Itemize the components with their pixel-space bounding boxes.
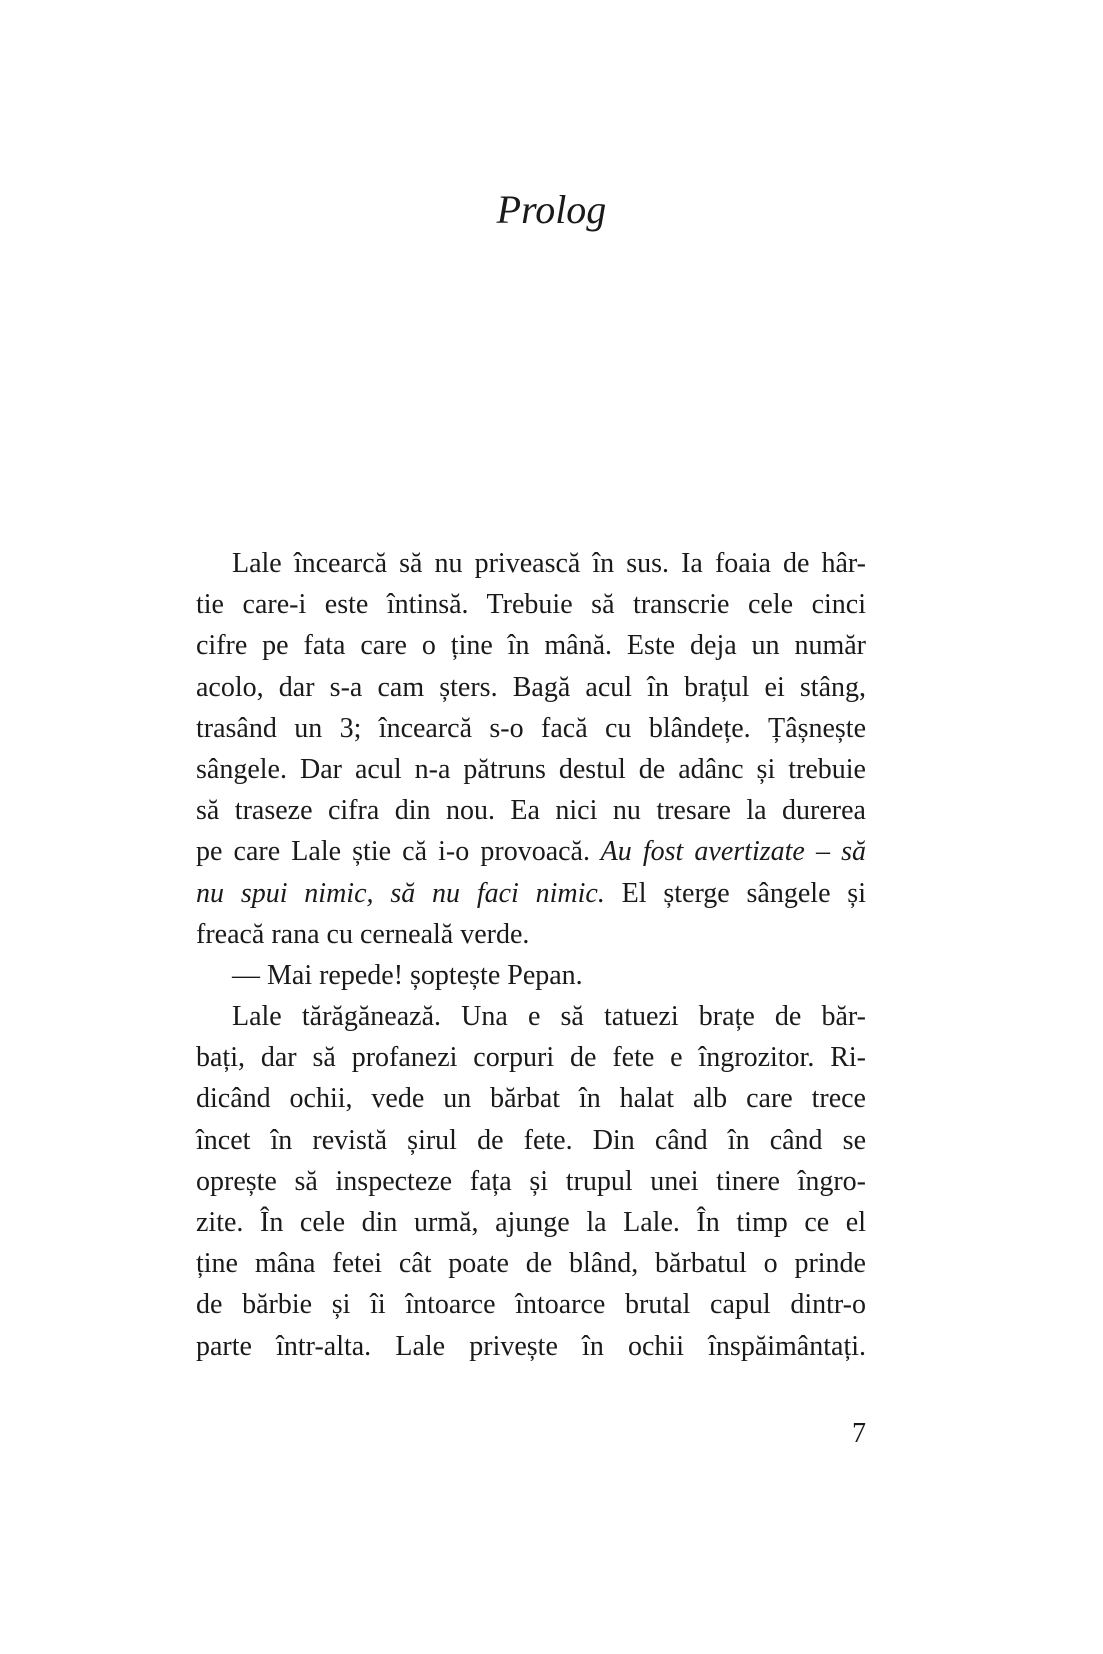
text-line xyxy=(196,1202,866,1243)
line-text: zite. În cele din urmă, ajunge la Lale. În timp ce el xyxy=(196,1207,866,1238)
text-line xyxy=(196,831,866,872)
line-text: freacă rana cu cerneală verde. xyxy=(196,918,530,950)
text-line xyxy=(196,1120,866,1161)
line-text: Lale încearcă să nu privească în sus. Ia foaia de hâr- xyxy=(232,548,866,579)
text-line xyxy=(196,1243,866,1284)
line-text: pe care Lale știe că i-o provoacă. xyxy=(196,836,590,868)
line-text: să traseze cifra din nou. Ea nici nu tresare la durerea xyxy=(196,795,866,827)
text-line xyxy=(196,584,866,625)
text-line xyxy=(196,543,866,584)
line-text: trasând un 3; încearcă s-o facă cu blândețe. Țâșnește xyxy=(196,712,866,744)
text-line xyxy=(196,790,866,831)
text-line xyxy=(196,1037,866,1078)
line-text: dicând ochii, vede un bărbat în halat alb care trece xyxy=(196,1083,866,1115)
text-line xyxy=(196,749,866,790)
chapter-title: Prolog xyxy=(496,187,607,232)
text-line xyxy=(196,708,866,749)
body-text xyxy=(196,543,866,1367)
italic-phrase: nu spui nimic, să nu faci nimic. xyxy=(196,877,605,909)
text-line xyxy=(196,1078,866,1119)
text-line xyxy=(196,625,866,666)
line-text: Lale tărăgănează. Una e să tatuezi brațe de băr- xyxy=(232,1001,866,1033)
line-text: încet în revistă șirul de fete. Din când în când se xyxy=(196,1124,866,1156)
line-text: acolo, dar s-a cam șters. Bagă acul în brațul ei stâng, xyxy=(196,671,866,703)
line-text: ține mâna fetei cât poate de blând, bărbatul o prinde xyxy=(196,1248,866,1280)
text-line xyxy=(196,914,866,955)
text-line xyxy=(196,996,866,1037)
italic-phrase: Au fost avertizate – să xyxy=(589,836,866,868)
line-text: de bărbie și îi întoarce întoarce brutal capul dintr-o xyxy=(196,1289,866,1321)
line-text: parte într-alta. Lale privește în ochii înspăimântați. xyxy=(196,1330,866,1362)
text-line xyxy=(196,1161,866,1202)
line-text: bați, dar să profanezi corpuri de fete e îngrozitor. Ri- xyxy=(196,1042,866,1074)
page-number: 7 xyxy=(852,1418,866,1449)
text-line xyxy=(196,1326,866,1367)
line-text: — Mai repede! șoptește Pepan. xyxy=(232,959,583,991)
text-line xyxy=(196,955,866,996)
line-text: cifre pe fata care o ține în mână. Este deja un număr xyxy=(196,630,866,662)
line-text: oprește să inspecteze fața și trupul unei tinere îngro- xyxy=(196,1165,866,1197)
line-text: El șterge sângele și xyxy=(604,877,866,909)
text-line xyxy=(196,1284,866,1325)
line-text: tie care-i este întinsă. Trebuie să transcrie cele cinci xyxy=(196,589,866,621)
line-text: sângele. Dar acul n-a pătruns destul de adânc și trebuie xyxy=(196,753,866,785)
text-line xyxy=(196,667,866,708)
text-line xyxy=(196,873,866,914)
